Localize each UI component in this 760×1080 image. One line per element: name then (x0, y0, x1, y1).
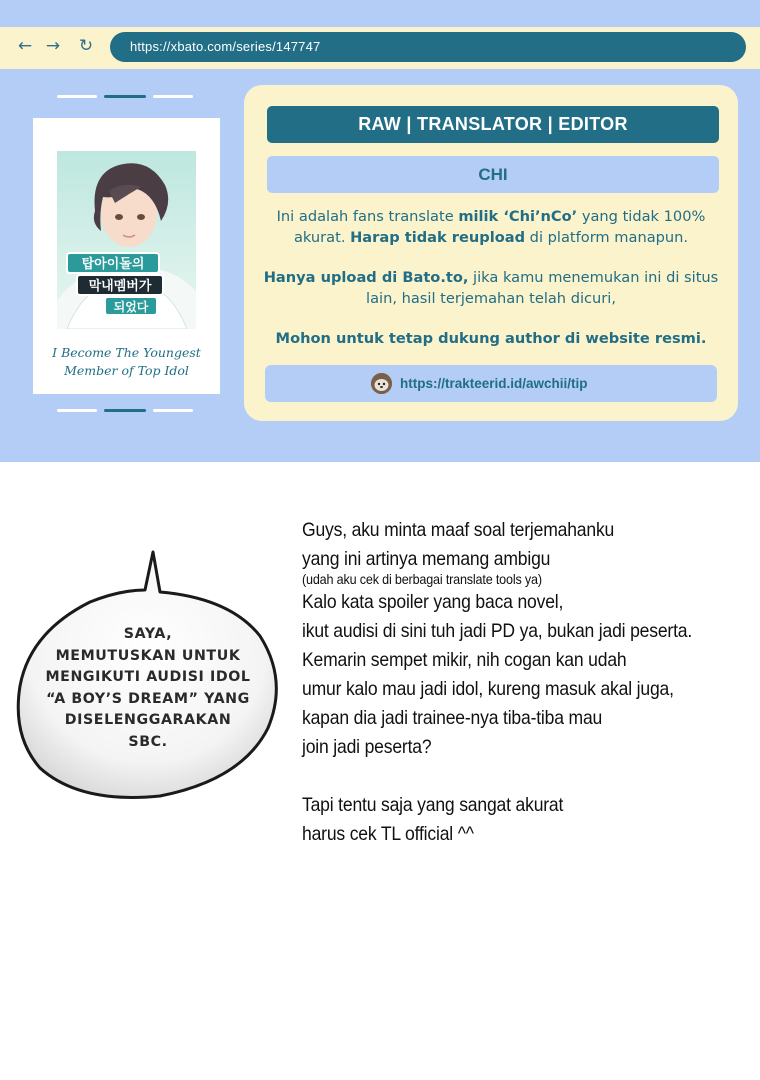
bubble-line: SBC. (128, 733, 168, 750)
support-author-paragraph (254, 328, 728, 349)
series-title (33, 344, 220, 380)
bubble-line: DISELENGGARAKAN (64, 712, 232, 729)
note-line: join jadi peserta? (302, 736, 432, 758)
tab-indicator-active (104, 95, 146, 98)
note-line: umur kalo mau jadi idol, kureng masuk akal juga, (302, 678, 674, 700)
series-title-line: I Become The Youngest (52, 345, 201, 360)
cover-korean-title-2: 막내멤버가 (88, 279, 152, 294)
reload-icon[interactable]: ↻ (78, 36, 94, 56)
note-line: kapan dia jadi trainee-nya tiba-tiba mau (302, 707, 603, 729)
note-line-small: (udah aku cek di berbagai translate tools ya) (302, 571, 542, 587)
owner-text: milik ‘Chi’nCo’ (458, 208, 578, 225)
bubble-line: SAYA, (123, 626, 173, 642)
tip-link-bar[interactable] (265, 365, 717, 402)
cover-korean-title-3: 되었다 (113, 300, 149, 314)
note-line: Kemarin sempet mikir, nih cogan kan udah (302, 649, 627, 671)
series-title-line: Member of Top Idol (64, 363, 189, 378)
text-span: jika kamu menemukan ini di situs lain, hasil terjemahan telah dicuri, (366, 269, 719, 307)
credits-panel (244, 85, 738, 421)
no-reupload-text: Harap tidak reupload (350, 229, 526, 246)
note-line: Guys, aku minta maaf soal terjemahanku (302, 519, 615, 541)
tab-indicator-active (104, 409, 146, 412)
note-spacer (302, 762, 712, 791)
arrow-left-icon[interactable]: ← (17, 36, 33, 56)
note-line: Kalo kata spoiler yang baca novel, (302, 591, 564, 613)
arrow-right-icon[interactable]: → (45, 36, 61, 56)
note-line: harus cek TL official ^^ (302, 823, 474, 845)
credit-name: CHI (267, 156, 719, 193)
translator-note (302, 516, 712, 849)
bubble-line: “A BOY’S DREAM” YANG (46, 690, 250, 707)
support-text: Mohon untuk tetap dukung author di website resmi. (275, 330, 707, 347)
disclaimer-paragraph (254, 206, 728, 248)
tab-indicator (57, 409, 97, 412)
text-span: di platform manapun. (525, 229, 689, 246)
speech-bubble-text (30, 624, 266, 754)
cover-image (57, 151, 196, 329)
tab-indicator (153, 409, 193, 412)
text-span: Ini adalah fans translate (276, 208, 459, 225)
cover-korean-title-1: 탑아이돌의 (81, 257, 145, 272)
series-cover-card (33, 118, 220, 394)
tip-link[interactable]: https://trakteerid.id/awchii/tip (400, 376, 588, 391)
note-line: ikut audisi di sini tuh jadi PD ya, bukan jadi peserta. (302, 620, 693, 642)
roles-banner: RAW | TRANSLATOR | EDITOR (267, 106, 719, 143)
bubble-line: MEMUTUSKAN UNTUK (55, 647, 241, 664)
text-span: yang tidak 100% akurat. (293, 208, 706, 246)
upload-notice-paragraph (254, 267, 728, 309)
bubble-line: MENGIKUTI AUDISI IDOL (45, 669, 251, 686)
note-line: yang ini artinya memang ambigu (302, 548, 551, 570)
url-bar[interactable]: https://xbato.com/series/147747 (110, 32, 746, 62)
speech-bubble (10, 540, 290, 820)
credits-page-header (0, 0, 760, 462)
avatar-icon (371, 373, 392, 394)
tab-indicator (57, 95, 97, 98)
note-line: Tapi tentu saja yang sangat akurat (302, 794, 564, 816)
upload-site-text: Hanya upload di Bato.to, (263, 269, 469, 286)
tab-indicator (153, 95, 193, 98)
browser-toolbar (0, 27, 760, 69)
